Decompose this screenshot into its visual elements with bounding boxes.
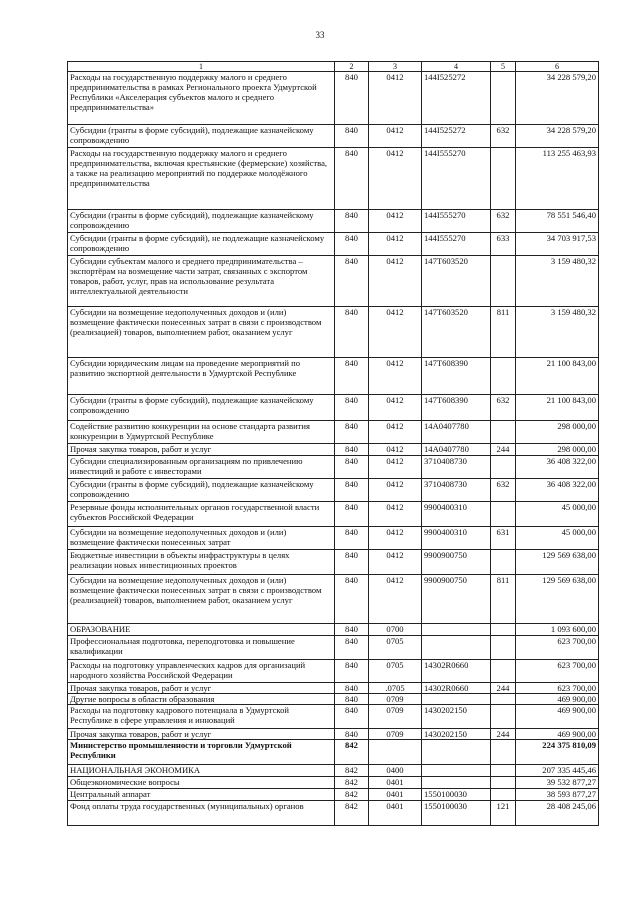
row-amount-cell: 298 000,00 bbox=[516, 444, 599, 456]
row-grbs-cell: 842 bbox=[335, 789, 369, 801]
row-target-article-cell: 9900900750 bbox=[422, 550, 491, 575]
row-name-cell: Субсидии (гранты в форме субсидий), подлежащие казначейскому сопровождению bbox=[68, 395, 335, 421]
row-expense-type-cell: 632 bbox=[491, 125, 516, 148]
row-section-cell: 0412 bbox=[369, 575, 422, 624]
row-section-cell: 0412 bbox=[369, 527, 422, 550]
table-row bbox=[68, 479, 599, 502]
row-grbs-cell: 840 bbox=[335, 210, 369, 233]
row-expense-type-cell bbox=[491, 550, 516, 575]
row-name-cell: Расходы на государственную поддержку малого и среднего предпринимательства в рамках Регионального проекта Удмуртской Республики «Акселерация субъектов малого и среднего предпринимательства» bbox=[68, 72, 335, 125]
row-name-cell: Общеэкономические вопросы bbox=[68, 777, 335, 789]
row-target-article-cell: 14A0407780 bbox=[422, 444, 491, 456]
table-row bbox=[68, 233, 599, 256]
row-section-cell: 0412 bbox=[369, 233, 422, 256]
row-name-cell: Субсидии на возмещение недополученных доходов и (или) возмещение фактически понесенных затрат в связи с производством (реализацией) товаров, выполнением работ, оказанием услуг bbox=[68, 575, 335, 624]
row-grbs-cell: 840 bbox=[335, 502, 369, 527]
row-name-cell: Субсидии (гранты в форме субсидий), подлежащие казначейскому сопровождению bbox=[68, 210, 335, 233]
row-expense-type-cell bbox=[491, 660, 516, 683]
row-section-cell: 0412 bbox=[369, 256, 422, 307]
row-name-cell: Министерство промышленности и торговли Удмуртской Республики bbox=[68, 740, 335, 765]
row-section-cell: 0412 bbox=[369, 125, 422, 148]
row-amount-cell: 129 569 638,00 bbox=[516, 575, 599, 624]
row-name-cell: Субсидии на возмещение недополученных доходов и (или) возмещение фактически понесенных затрат bbox=[68, 527, 335, 550]
row-grbs-cell: 840 bbox=[335, 233, 369, 256]
row-grbs-cell: 840 bbox=[335, 527, 369, 550]
table-row bbox=[68, 683, 599, 694]
row-section-cell: 0705 bbox=[369, 636, 422, 660]
row-section-cell: 0401 bbox=[369, 801, 422, 826]
row-target-article-cell: 9900400310 bbox=[422, 527, 491, 550]
table-row bbox=[68, 777, 599, 789]
row-name-cell: Фонд оплаты труда государственных (муниципальных) органов bbox=[68, 801, 335, 826]
row-target-article-cell: 1430202150 bbox=[422, 729, 491, 740]
row-grbs-cell: 840 bbox=[335, 729, 369, 740]
table-row bbox=[68, 694, 599, 705]
column-header: 4 bbox=[422, 62, 491, 72]
row-section-cell: 0705 bbox=[369, 660, 422, 683]
row-expense-type-cell: 244 bbox=[491, 444, 516, 456]
row-expense-type-cell: 121 bbox=[491, 801, 516, 826]
row-grbs-cell: 842 bbox=[335, 765, 369, 777]
row-name-cell: Расходы на подготовку управленческих кадров для организаций народного хозяйства Российской Федерации bbox=[68, 660, 335, 683]
row-expense-type-cell bbox=[491, 765, 516, 777]
table-row bbox=[68, 527, 599, 550]
row-section-cell: 0412 bbox=[369, 550, 422, 575]
row-grbs-cell: 840 bbox=[335, 148, 369, 210]
row-target-article-cell: 144I555270 bbox=[422, 148, 491, 210]
row-expense-type-cell: 632 bbox=[491, 210, 516, 233]
row-grbs-cell: 840 bbox=[335, 624, 369, 636]
table-row bbox=[68, 444, 599, 456]
table-row bbox=[68, 72, 599, 125]
row-expense-type-cell bbox=[491, 421, 516, 444]
row-expense-type-cell: 633 bbox=[491, 233, 516, 256]
row-expense-type-cell bbox=[491, 740, 516, 765]
row-amount-cell: 3 159 480,32 bbox=[516, 256, 599, 307]
column-header: 5 bbox=[491, 62, 516, 72]
row-amount-cell: 34 228 579,20 bbox=[516, 72, 599, 125]
row-target-article-cell: 147T603520 bbox=[422, 256, 491, 307]
row-target-article-cell bbox=[422, 636, 491, 660]
table-row bbox=[68, 502, 599, 527]
row-target-article-cell: 14302R0660 bbox=[422, 660, 491, 683]
row-grbs-cell: 840 bbox=[335, 705, 369, 729]
row-grbs-cell: 840 bbox=[335, 575, 369, 624]
row-name-cell: НАЦИОНАЛЬНАЯ ЭКОНОМИКА bbox=[68, 765, 335, 777]
row-amount-cell: 3 159 480,32 bbox=[516, 307, 599, 358]
row-target-article-cell bbox=[422, 765, 491, 777]
row-target-article-cell: 14302R0660 bbox=[422, 683, 491, 694]
column-header: 2 bbox=[335, 62, 369, 72]
row-amount-cell: 469 900,00 bbox=[516, 729, 599, 740]
row-target-article-cell: 147T603520 bbox=[422, 307, 491, 358]
row-grbs-cell: 842 bbox=[335, 740, 369, 765]
row-name-cell: Прочая закупка товаров, работ и услуг bbox=[68, 683, 335, 694]
row-grbs-cell: 840 bbox=[335, 550, 369, 575]
column-header: 1 bbox=[68, 62, 335, 72]
row-amount-cell: 623 700,00 bbox=[516, 683, 599, 694]
row-expense-type-cell bbox=[491, 256, 516, 307]
row-name-cell: Прочая закупка товаров, работ и услуг bbox=[68, 729, 335, 740]
row-target-article-cell: 14A0407780 bbox=[422, 421, 491, 444]
table-row bbox=[68, 456, 599, 479]
row-section-cell: 0412 bbox=[369, 479, 422, 502]
row-section-cell: 0401 bbox=[369, 777, 422, 789]
row-amount-cell: 21 100 843,00 bbox=[516, 395, 599, 421]
row-target-article-cell: 3710408730 bbox=[422, 479, 491, 502]
header-row bbox=[68, 62, 599, 72]
row-name-cell: Резервные фонды исполнительных органов государственной власти субъектов Российской Федерации bbox=[68, 502, 335, 527]
row-section-cell: 0700 bbox=[369, 624, 422, 636]
table-row bbox=[68, 660, 599, 683]
row-amount-cell: 36 408 322,00 bbox=[516, 456, 599, 479]
table-row bbox=[68, 765, 599, 777]
row-amount-cell: 21 100 843,00 bbox=[516, 358, 599, 395]
row-amount-cell: 78 551 546,40 bbox=[516, 210, 599, 233]
table-row bbox=[68, 125, 599, 148]
row-amount-cell: 207 335 445,46 bbox=[516, 765, 599, 777]
row-section-cell: 0412 bbox=[369, 395, 422, 421]
row-grbs-cell: 840 bbox=[335, 358, 369, 395]
row-grbs-cell: 840 bbox=[335, 636, 369, 660]
row-name-cell: Прочая закупка товаров, работ и услуг bbox=[68, 444, 335, 456]
row-section-cell: 0709 bbox=[369, 705, 422, 729]
row-target-article-cell bbox=[422, 777, 491, 789]
row-name-cell: Бюджетные инвестиции в объекты инфраструктуры в целях реализации новых инвестиционных проектов bbox=[68, 550, 335, 575]
row-name-cell: Другие вопросы в области образования bbox=[68, 694, 335, 705]
row-expense-type-cell: 632 bbox=[491, 395, 516, 421]
row-name-cell: Расходы на подготовку кадрового потенциала в Удмуртской Республике в сфере управления и инноваций bbox=[68, 705, 335, 729]
row-section-cell: 0412 bbox=[369, 72, 422, 125]
row-target-article-cell: 144I555270 bbox=[422, 210, 491, 233]
column-header: 3 bbox=[369, 62, 422, 72]
row-target-article-cell: 1550100030 bbox=[422, 789, 491, 801]
table-row bbox=[68, 256, 599, 307]
page-number: 33 bbox=[315, 30, 325, 40]
row-target-article-cell: 9900400310 bbox=[422, 502, 491, 527]
row-grbs-cell: 840 bbox=[335, 72, 369, 125]
row-grbs-cell: 840 bbox=[335, 660, 369, 683]
row-grbs-cell: 842 bbox=[335, 801, 369, 826]
row-amount-cell: 36 408 322,00 bbox=[516, 479, 599, 502]
row-name-cell: ОБРАЗОВАНИЕ bbox=[68, 624, 335, 636]
row-section-cell: 0412 bbox=[369, 358, 422, 395]
row-name-cell: Субсидии на возмещение недополученных доходов и (или) возмещение фактически понесенных затрат в связи с производством (реализацией) товаров, выполнением работ, оказанием услуг bbox=[68, 307, 335, 358]
row-section-cell bbox=[369, 740, 422, 765]
table-row bbox=[68, 729, 599, 740]
row-name-cell: Расходы на государственную поддержку малого и среднего предпринимательства, включая крестьянские (фермерские) хозяйства, а также на реализацию мероприятий по поддержке молодёжного предпринимательства bbox=[68, 148, 335, 210]
row-amount-cell: 129 569 638,00 bbox=[516, 550, 599, 575]
row-expense-type-cell bbox=[491, 694, 516, 705]
row-amount-cell: 1 093 600,00 bbox=[516, 624, 599, 636]
table-row bbox=[68, 148, 599, 210]
row-target-article-cell: 144I525272 bbox=[422, 125, 491, 148]
row-name-cell: Субсидии (гранты в форме субсидий), не подлежащие казначейскому сопровождению bbox=[68, 233, 335, 256]
row-grbs-cell: 840 bbox=[335, 479, 369, 502]
row-amount-cell: 28 408 245,06 bbox=[516, 801, 599, 826]
table-row bbox=[68, 801, 599, 826]
row-expense-type-cell: 631 bbox=[491, 527, 516, 550]
row-expense-type-cell bbox=[491, 636, 516, 660]
row-grbs-cell: 840 bbox=[335, 683, 369, 694]
row-amount-cell: 113 255 463,93 bbox=[516, 148, 599, 210]
row-grbs-cell: 840 bbox=[335, 307, 369, 358]
row-target-article-cell: 144I555270 bbox=[422, 233, 491, 256]
row-expense-type-cell bbox=[491, 624, 516, 636]
row-amount-cell: 34 228 579,20 bbox=[516, 125, 599, 148]
row-amount-cell: 224 375 810,09 bbox=[516, 740, 599, 765]
row-grbs-cell: 842 bbox=[335, 777, 369, 789]
row-name-cell: Содействие развитию конкуренции на основе стандарта развития конкуренции в Удмуртской Республике bbox=[68, 421, 335, 444]
row-expense-type-cell bbox=[491, 777, 516, 789]
row-expense-type-cell: 811 bbox=[491, 575, 516, 624]
row-target-article-cell: 9900900750 bbox=[422, 575, 491, 624]
row-expense-type-cell bbox=[491, 502, 516, 527]
row-grbs-cell: 840 bbox=[335, 456, 369, 479]
table-row bbox=[68, 210, 599, 233]
row-section-cell: 0412 bbox=[369, 307, 422, 358]
row-name-cell: Субсидии специализированным организациям по привлечению инвестиций и работе с инвесторами bbox=[68, 456, 335, 479]
row-target-article-cell: 1550100030 bbox=[422, 801, 491, 826]
row-section-cell: 0412 bbox=[369, 444, 422, 456]
row-expense-type-cell: 244 bbox=[491, 729, 516, 740]
table-row bbox=[68, 421, 599, 444]
table-row bbox=[68, 358, 599, 395]
row-amount-cell: 34 703 917,53 bbox=[516, 233, 599, 256]
row-expense-type-cell bbox=[491, 148, 516, 210]
row-section-cell: 0412 bbox=[369, 148, 422, 210]
row-grbs-cell: 840 bbox=[335, 421, 369, 444]
row-amount-cell: 45 000,00 bbox=[516, 527, 599, 550]
table-row bbox=[68, 395, 599, 421]
row-amount-cell: 469 900,00 bbox=[516, 705, 599, 729]
row-expense-type-cell: 632 bbox=[491, 479, 516, 502]
row-target-article-cell bbox=[422, 694, 491, 705]
row-grbs-cell: 840 bbox=[335, 395, 369, 421]
row-target-article-cell: 147T608390 bbox=[422, 395, 491, 421]
row-grbs-cell: 840 bbox=[335, 694, 369, 705]
table-row bbox=[68, 636, 599, 660]
row-amount-cell: 39 532 877,27 bbox=[516, 777, 599, 789]
row-section-cell: 0412 bbox=[369, 502, 422, 527]
row-target-article-cell: 1430202150 bbox=[422, 705, 491, 729]
row-expense-type-cell bbox=[491, 705, 516, 729]
row-amount-cell: 623 700,00 bbox=[516, 660, 599, 683]
row-section-cell: 0412 bbox=[369, 456, 422, 479]
row-amount-cell: 623 700,00 bbox=[516, 636, 599, 660]
row-amount-cell: 38 593 877,27 bbox=[516, 789, 599, 801]
row-section-cell: .0705 bbox=[369, 683, 422, 694]
row-expense-type-cell bbox=[491, 456, 516, 479]
row-target-article-cell: 147T608390 bbox=[422, 358, 491, 395]
row-name-cell: Субсидии юридическим лицам на проведение мероприятий по развитию экспортной деятельности в Удмуртской Республике bbox=[68, 358, 335, 395]
row-section-cell: 0400 bbox=[369, 765, 422, 777]
column-header: 6 bbox=[516, 62, 599, 72]
row-section-cell: 0709 bbox=[369, 694, 422, 705]
row-target-article-cell bbox=[422, 624, 491, 636]
row-name-cell: Субсидии субъектам малого и среднего предпринимательства – экспортёрам на возмещение части затрат, связанных с экспортом товаров, работ, услуг, прав на использование результата интеллектуальной деятельности bbox=[68, 256, 335, 307]
row-section-cell: 0412 bbox=[369, 210, 422, 233]
budget-table bbox=[67, 61, 599, 826]
table-row bbox=[68, 740, 599, 765]
row-target-article-cell: 144I525272 bbox=[422, 72, 491, 125]
row-target-article-cell: 3710408730 bbox=[422, 456, 491, 479]
row-expense-type-cell: 244 bbox=[491, 683, 516, 694]
row-amount-cell: 298 000,00 bbox=[516, 421, 599, 444]
table-row bbox=[68, 624, 599, 636]
table-row bbox=[68, 550, 599, 575]
row-section-cell: 0709 bbox=[369, 729, 422, 740]
row-grbs-cell: 840 bbox=[335, 256, 369, 307]
row-expense-type-cell bbox=[491, 789, 516, 801]
row-target-article-cell bbox=[422, 740, 491, 765]
row-expense-type-cell bbox=[491, 358, 516, 395]
row-expense-type-cell: 811 bbox=[491, 307, 516, 358]
row-name-cell: Центральный аппарат bbox=[68, 789, 335, 801]
row-section-cell: 0401 bbox=[369, 789, 422, 801]
table-row bbox=[68, 705, 599, 729]
row-amount-cell: 45 000,00 bbox=[516, 502, 599, 527]
row-expense-type-cell bbox=[491, 72, 516, 125]
row-name-cell: Профессиональная подготовка, переподготовка и повышение квалификации bbox=[68, 636, 335, 660]
table-row bbox=[68, 789, 599, 801]
row-section-cell: 0412 bbox=[369, 421, 422, 444]
row-name-cell: Субсидии (гранты в форме субсидий), подлежащие казначейскому сопровождению bbox=[68, 125, 335, 148]
table-row bbox=[68, 575, 599, 624]
row-grbs-cell: 840 bbox=[335, 125, 369, 148]
row-name-cell: Субсидии (гранты в форме субсидий), подлежащие казначейскому сопровождению bbox=[68, 479, 335, 502]
table-row bbox=[68, 307, 599, 358]
row-grbs-cell: 840 bbox=[335, 444, 369, 456]
row-amount-cell: 469 900,00 bbox=[516, 694, 599, 705]
